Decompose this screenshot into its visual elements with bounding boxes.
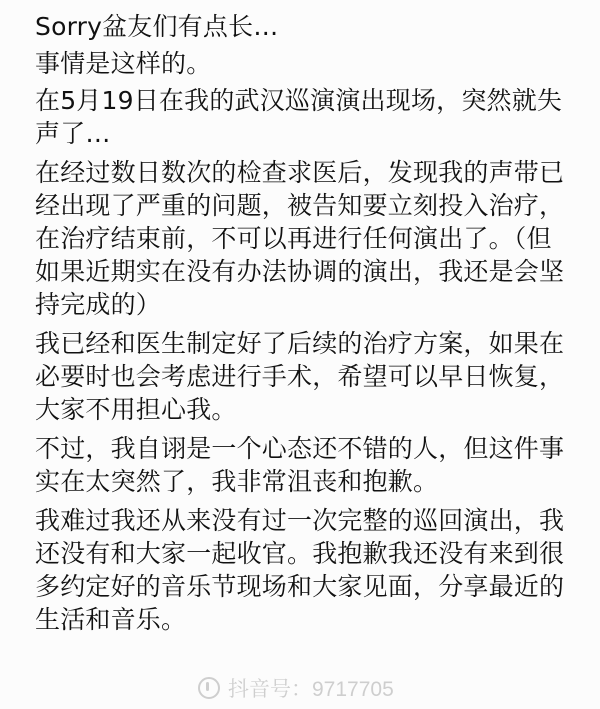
paragraph: 事情是这样的。 [35, 49, 212, 78]
watermark [198, 673, 394, 703]
paragraph: 我难过我还从来没有过一次完整的巡回演出，我还没有和大家一起收官。我抱歉我还没有来到很多约定好的音乐节现场和大家见面，分享最近的生活和音乐。 [35, 506, 565, 634]
paragraph: 在经过数日数次的检查求医后，发现我的声带已经出现了严重的问题，被告知要立刻投入治疗，在治疗结束前，不可以再进行任何演出了。（但如果近期实在没有办法协调的演出，我还是会坚持完成的） [35, 158, 565, 319]
paragraph: 我已经和医生制定好了后续的治疗方案，如果在必要时也会考虑进行手术，希望可以早日恢复，大家不用担心我。 [35, 329, 565, 424]
paragraph: Sorry盆友们有点长… [35, 12, 279, 41]
paragraph: 在5月19日在我的武汉巡演演出现场，突然就失声了… [35, 86, 563, 148]
note-body [35, 10, 575, 642]
tiktok-icon [198, 677, 220, 699]
paragraph: 不过，我自诩是一个心态还不错的人，但这件事实在太突然了，我非常沮丧和抱歉。 [35, 434, 565, 496]
watermark-text: 抖音号：9717705 [228, 678, 394, 701]
